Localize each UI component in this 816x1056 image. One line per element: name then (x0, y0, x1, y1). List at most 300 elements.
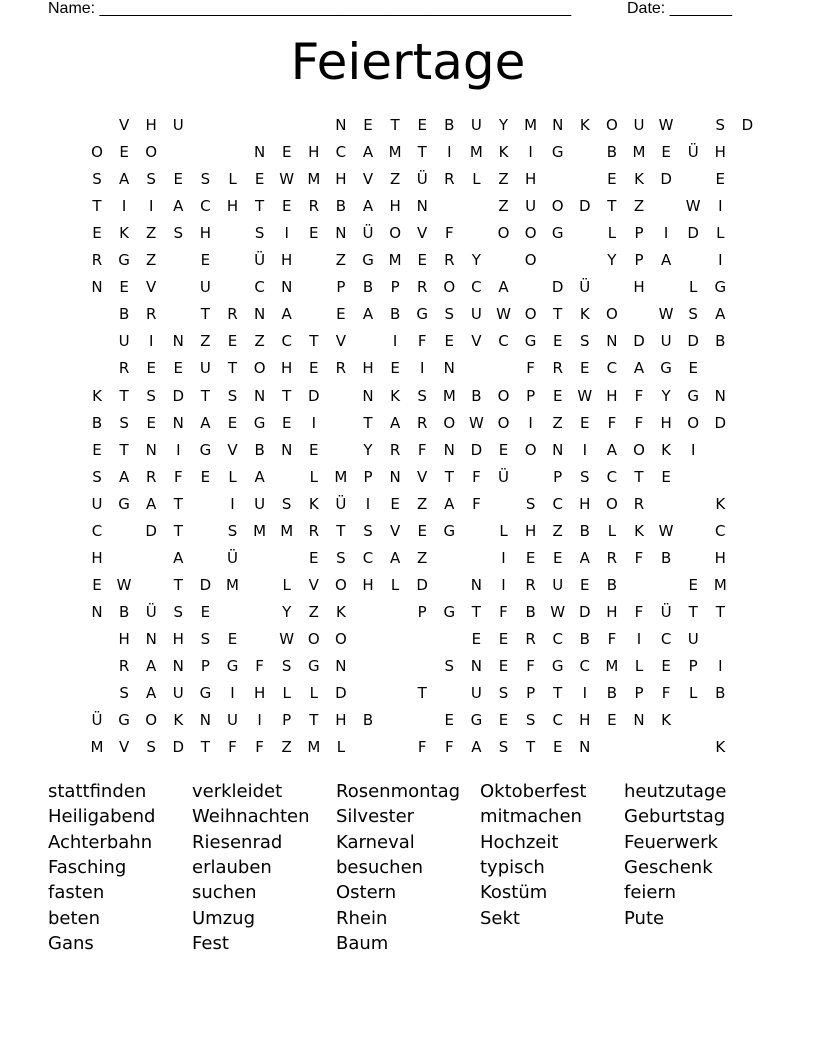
grid-letter: N (335, 224, 347, 243)
grid-letter: K (715, 738, 726, 757)
grid-letter: A (254, 467, 265, 486)
grid-letter: I (230, 494, 235, 513)
grid-letter: R (416, 413, 428, 432)
grid-letter: E (417, 521, 427, 540)
grid-letter: Z (146, 251, 157, 270)
grid-letter: W (685, 197, 701, 216)
grid-letter: U (172, 684, 184, 703)
grid-letter: Y (363, 440, 373, 459)
grid-letter: E (200, 602, 211, 621)
grid-letter: W (468, 413, 484, 432)
grid-letter: D (308, 386, 320, 405)
grid-letter: B (91, 413, 103, 432)
grid-letter: Ü (579, 278, 591, 297)
word-bank-item: feiern (624, 882, 676, 904)
word-bank-item: Rhein (336, 907, 388, 929)
grid-letter: N (443, 359, 455, 378)
grid-letter: W (116, 575, 132, 594)
grid-letter: H (335, 711, 347, 730)
grid-letter: N (335, 657, 347, 675)
grid-letter: U (91, 494, 103, 513)
grid-letter: U (118, 332, 130, 351)
grid-letter: F (228, 738, 237, 757)
grid-letter: L (309, 467, 318, 486)
grid-letter: K (579, 305, 590, 324)
word-bank-item: Pute (624, 907, 665, 929)
grid-letter: E (254, 170, 265, 189)
grid-letter: Z (498, 170, 509, 189)
grid-letter: G (470, 711, 483, 730)
grid-letter: C (362, 548, 374, 567)
grid-letter: M (469, 143, 483, 162)
grid-letter: O (334, 629, 347, 648)
word-bank-item: Hochzeit (480, 831, 559, 853)
word-bank-item: fasten (48, 882, 105, 904)
grid-letter: F (607, 413, 617, 432)
grid-letter: F (417, 440, 427, 459)
word-bank-item: Sekt (480, 907, 520, 929)
grid-letter: S (580, 332, 590, 351)
grid-letter: R (145, 467, 157, 486)
word-bank-item: mitmachen (480, 806, 582, 828)
grid-letter: D (687, 224, 699, 243)
grid-letter: P (634, 224, 644, 243)
grid-letter: W (577, 386, 593, 405)
grid-letter: Ü (416, 170, 428, 189)
grid-letter: U (633, 116, 645, 134)
grid-letter: Z (146, 224, 157, 243)
grid-letter: E (607, 711, 617, 730)
grid-letter: N (172, 413, 184, 432)
grid-letter: L (607, 521, 617, 540)
grid-letter: D (660, 170, 672, 189)
grid-letter: A (389, 413, 401, 432)
grid-letter: G (551, 657, 564, 675)
grid-letter: B (715, 332, 726, 351)
grid-letter: Z (417, 548, 428, 567)
grid-letter: W (550, 602, 566, 621)
grid-letter: F (661, 684, 671, 703)
grid-letter: H (308, 143, 320, 162)
grid-letter: E (309, 224, 319, 243)
grid-letter: I (365, 494, 371, 513)
grid-letter: S (200, 629, 211, 648)
grid-letter: E (281, 413, 292, 432)
grid-letter: O (253, 359, 266, 378)
grid-letter: I (718, 197, 723, 216)
grid-letter: P (363, 467, 373, 486)
grid-letter: E (688, 575, 698, 594)
grid-letter: T (309, 332, 319, 351)
grid-letter: G (253, 413, 266, 432)
grid-letter: E (607, 170, 617, 189)
grid-letter: T (607, 197, 617, 216)
grid-letter: S (580, 467, 590, 486)
grid-letter: Y (498, 116, 509, 134)
grid-letter: H (714, 548, 726, 567)
grid-letter: O (145, 711, 158, 730)
grid-letter: W (279, 629, 295, 648)
grid-letter: O (605, 494, 618, 513)
grid-letter: E (119, 143, 129, 162)
grid-letter: L (228, 170, 237, 189)
grid-letter: R (227, 305, 238, 324)
word-bank-item: Silvester (336, 806, 415, 828)
grid-letter: D (579, 602, 591, 621)
grid-letter: B (335, 197, 347, 216)
grid-letter: S (173, 602, 184, 621)
grid-letter: M (713, 575, 727, 594)
grid-letter: R (118, 657, 130, 675)
grid-letter: I (582, 684, 588, 703)
grid-letter: A (606, 440, 618, 459)
grid-letter: E (417, 116, 427, 134)
grid-letter: C (606, 359, 618, 378)
grid-letter: C (660, 629, 672, 648)
grid-letter: B (118, 305, 130, 324)
word-bank-item: Geburtstag (624, 806, 726, 828)
grid-letter: A (200, 413, 211, 432)
grid-letter: S (146, 170, 156, 189)
grid-letter: I (718, 251, 723, 270)
grid-letter: C (552, 494, 563, 513)
grid-letter: I (582, 440, 588, 459)
grid-letter: P (634, 251, 644, 270)
grid-letter: M (90, 738, 104, 757)
grid-letter: G (118, 251, 130, 270)
grid-letter: Ü (145, 602, 157, 621)
grid-letter: L (282, 684, 291, 703)
grid-letter: V (389, 521, 401, 540)
grid-letter: H (660, 413, 672, 432)
grid-letter: E (661, 143, 671, 162)
grid-letter: R (308, 521, 320, 540)
grid-letter: D (145, 521, 157, 540)
word-bank-item: Fasching (48, 856, 127, 878)
grid-letter: V (335, 332, 347, 351)
grid-letter: A (498, 278, 509, 297)
grid-letter: Ü (91, 711, 103, 730)
grid-letter: K (498, 143, 509, 162)
grid-letter: R (416, 278, 428, 297)
grid-letter: U (254, 494, 266, 513)
grid-letter: I (447, 143, 452, 162)
grid-letter: B (525, 602, 536, 621)
grid-letter: H (118, 629, 130, 648)
grid-letter: A (715, 305, 726, 324)
grid-letter: B (389, 305, 401, 324)
grid-letter: R (308, 197, 320, 216)
grid-letter: F (526, 657, 535, 675)
grid-letter: T (417, 143, 427, 162)
grid-letter: V (362, 170, 374, 189)
grid-letter: I (663, 224, 669, 243)
grid-letter: N (91, 602, 103, 621)
grid-letter: E (363, 116, 373, 134)
grid-letter: F (417, 332, 427, 351)
grid-letter: G (199, 684, 212, 703)
grid-letter: G (551, 224, 564, 243)
grid-letter: D (633, 332, 645, 351)
grid-letter: L (689, 684, 698, 703)
grid-letter: N (199, 711, 211, 730)
grid-letter: T (634, 467, 644, 486)
grid-letter: K (634, 521, 644, 540)
word-bank-item: besuchen (336, 856, 424, 878)
grid-letter: S (417, 386, 427, 405)
grid-letter: O (145, 143, 158, 162)
grid-letter: A (362, 197, 374, 216)
grid-letter: C (281, 332, 292, 351)
grid-letter: I (284, 224, 289, 243)
grid-letter: V (417, 224, 428, 243)
grid-letter: T (417, 684, 427, 703)
grid-letter: C (579, 657, 591, 675)
grid-letter: R (525, 629, 536, 648)
grid-letter: U (687, 629, 699, 648)
grid-letter: H (253, 684, 266, 703)
grid-letter: F (444, 224, 454, 243)
grid-letter: L (309, 684, 318, 703)
grid-letter: N (253, 305, 266, 324)
grid-letter: K (335, 602, 346, 621)
grid-letter: I (690, 440, 696, 459)
grid-letter: S (227, 386, 238, 405)
grid-letter: E (498, 629, 509, 648)
grid-letter: H (145, 116, 157, 134)
grid-letter: M (442, 386, 456, 405)
grid-letter: E (146, 359, 156, 378)
grid-letter: U (199, 278, 211, 297)
grid-letter: B (118, 602, 130, 621)
grid-letter: A (173, 197, 184, 216)
grid-letter: P (390, 278, 400, 297)
grid-letter: O (524, 251, 537, 270)
grid-letter: U (470, 684, 482, 703)
grid-letter: A (389, 548, 401, 567)
grid-letter: M (524, 116, 538, 134)
grid-letter: H (172, 629, 184, 648)
grid-letter: N (91, 278, 103, 297)
grid-letter: I (501, 548, 506, 567)
grid-letter: F (417, 738, 427, 757)
grid-letter: Ü (362, 224, 374, 243)
grid-letter: W (279, 170, 295, 189)
grid-letter: A (579, 548, 590, 567)
grid-letter: E (552, 332, 563, 351)
grid-letter: N (281, 440, 293, 459)
grid-letter: G (443, 602, 456, 621)
grid-letter: T (92, 197, 102, 216)
grid-letter: V (146, 278, 157, 297)
grid-letter: H (281, 359, 293, 378)
grid-letter: I (257, 711, 262, 730)
word-bank-item: Karneval (336, 831, 415, 853)
grid-letter: T (336, 521, 346, 540)
grid-letter: I (311, 413, 317, 432)
grid-letter: B (606, 684, 618, 703)
grid-letter: E (525, 548, 536, 567)
grid-letter: C (254, 278, 265, 297)
grid-letter: L (607, 224, 617, 243)
grid-letter: A (362, 305, 374, 324)
grid-letter: Ü (254, 251, 266, 270)
grid-letter: W (658, 521, 674, 540)
grid-letter: U (172, 116, 184, 134)
grid-letter: O (497, 386, 510, 405)
grid-letter: R (525, 575, 536, 594)
grid-letter: K (579, 116, 590, 134)
grid-letter: O (307, 629, 320, 648)
grid-letter: E (580, 413, 590, 432)
grid-letter: K (92, 386, 102, 405)
grid-letter: T (200, 738, 210, 757)
grid-letter: W (658, 116, 674, 134)
grid-letter: L (390, 575, 400, 594)
grid-letter: E (92, 440, 102, 459)
word-bank-item: stattfinden (48, 781, 147, 802)
grid-letter: V (118, 116, 130, 134)
grid-letter: H (362, 359, 374, 378)
grid-letter: E (498, 711, 509, 730)
grid-letter: B (362, 278, 374, 297)
grid-letter: K (173, 711, 184, 730)
grid-letter: T (173, 521, 183, 540)
grid-letter: Y (661, 386, 671, 405)
grid-letter: B (579, 629, 590, 648)
grid-letter: A (118, 467, 130, 486)
grid-letter: H (91, 548, 103, 567)
grid-letter: D (551, 278, 564, 297)
grid-letter: V (417, 467, 428, 486)
grid-letter: D (199, 575, 212, 594)
grid-letter: E (281, 197, 292, 216)
grid-letter: E (200, 251, 211, 270)
word-bank-item: erlauben (192, 856, 272, 878)
grid-letter: G (362, 251, 374, 270)
grid-letter: V (308, 575, 319, 594)
grid-letter: T (200, 305, 210, 324)
grid-letter: K (661, 711, 672, 730)
grid-letter: G (118, 494, 130, 513)
grid-letter: L (336, 738, 346, 757)
grid-letter: Z (254, 332, 265, 351)
grid-letter: M (226, 575, 239, 594)
grid-letter: K (119, 224, 130, 243)
grid-letter: S (525, 494, 536, 513)
grid-letter: M (388, 143, 402, 162)
grid-letter: D (687, 332, 699, 351)
grid-letter: T (444, 467, 454, 486)
grid-letter: R (444, 251, 455, 270)
grid-letter: W (658, 305, 674, 324)
grid-letter: K (390, 386, 401, 405)
grid-letter: I (528, 413, 533, 432)
grid-letter: P (688, 657, 698, 675)
grid-letter: H (524, 170, 537, 189)
grid-letter: Z (389, 170, 401, 189)
grid-letter: N (145, 440, 157, 459)
word-bank-item: Riesenrad (192, 831, 283, 853)
grid-letter: G (416, 305, 428, 324)
grid-letter: M (334, 467, 348, 486)
grid-letter: R (91, 251, 103, 270)
grid-letter: S (173, 224, 184, 243)
grid-letter: G (307, 657, 320, 675)
grid-letter: H (524, 521, 537, 540)
grid-letter: A (471, 738, 482, 757)
grid-letter: M (280, 521, 294, 540)
grid-letter: P (634, 684, 644, 703)
grid-letter: E (309, 548, 319, 567)
grid-letter: E (309, 440, 319, 459)
grid-letter: N (714, 386, 726, 405)
grid-letter: F (634, 548, 644, 567)
grid-letter: E (227, 629, 238, 648)
word-bank (48, 780, 808, 960)
grid-letter: E (119, 278, 129, 297)
grid-letter: F (255, 657, 264, 675)
grid-letter: E (200, 467, 211, 486)
grid-letter: E (417, 251, 427, 270)
grid-letter: E (715, 170, 726, 189)
grid-letter: A (281, 305, 292, 324)
grid-letter: F (499, 602, 508, 621)
grid-letter: O (524, 224, 537, 243)
grid-letter: C (552, 711, 563, 730)
grid-letter: V (118, 738, 130, 757)
grid-letter: H (606, 602, 618, 621)
page-title: Feiertage (290, 33, 526, 91)
grid-letter: U (552, 575, 564, 594)
grid-letter: F (607, 629, 617, 648)
grid-letter: Z (417, 494, 428, 513)
grid-letter: F (634, 602, 644, 621)
grid-letter: M (388, 251, 402, 270)
grid-letter: N (443, 440, 455, 459)
grid-letter: S (444, 657, 455, 675)
grid-letter: S (119, 413, 129, 432)
grid-letter: P (336, 278, 346, 297)
grid-letter: E (688, 359, 698, 378)
grid-letter: N (470, 575, 482, 594)
grid-letter: I (528, 143, 533, 162)
grid-letter: E (498, 440, 509, 459)
grid-letter: H (714, 143, 726, 162)
grid-letter: C (471, 278, 482, 297)
grid-letter: H (606, 386, 618, 405)
grid-letter: B (606, 575, 618, 594)
grid-letter: I (148, 197, 154, 216)
grid-letter: M (307, 738, 321, 757)
grid-letter: C (715, 521, 726, 540)
grid-letter: Z (552, 413, 563, 432)
grid-letter: Z (552, 521, 563, 540)
date-field-label: Date: _______ (627, 0, 732, 17)
grid-letter: P (526, 684, 536, 703)
grid-letter: S (146, 386, 156, 405)
word-bank-item: Gans (48, 932, 94, 954)
grid-letter: A (660, 251, 672, 270)
word-bank-item: typisch (480, 856, 545, 878)
grid-letter: H (281, 251, 293, 270)
grid-letter: H (389, 197, 401, 216)
grid-letter: F (634, 386, 644, 405)
grid-letter: C (200, 197, 211, 216)
grid-letter: N (470, 657, 482, 675)
grid-letter: O (551, 197, 564, 216)
grid-letter: N (253, 386, 266, 405)
